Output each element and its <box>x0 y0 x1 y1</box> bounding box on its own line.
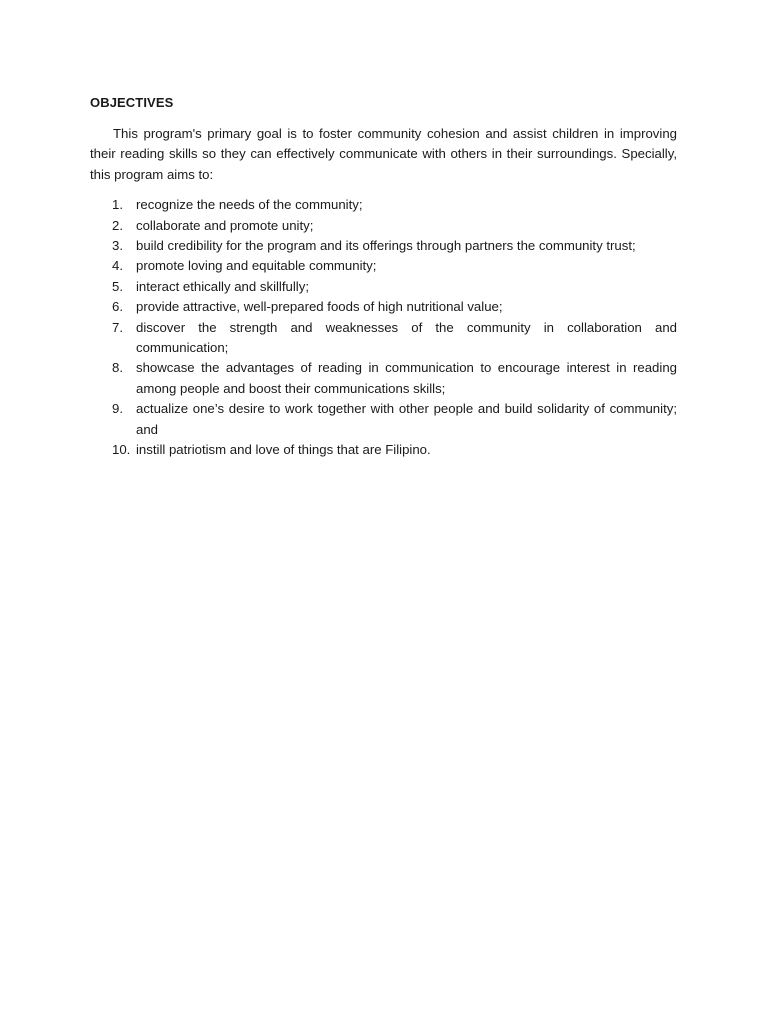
list-item-number: 10. <box>112 442 131 458</box>
list-item-text: actualize one’s desire to work together with other people and build solidarity of community; and <box>136 401 677 437</box>
list-item-text: promote loving and equitable community; <box>136 258 377 274</box>
document-page <box>90 94 677 461</box>
list-item-text: interact ethically and skillfully; <box>136 278 309 294</box>
list-item-number: 6. <box>112 299 123 315</box>
list-item <box>90 358 677 399</box>
list-item <box>90 440 677 460</box>
list-item <box>90 195 677 215</box>
list-item-number: 5. <box>112 278 123 294</box>
intro-paragraph: This program's primary goal is to foster community cohesion and assist children in improving their reading skills so they can effectively communicate with others in their surroundings. Specially, this program aims to: <box>90 126 677 182</box>
list-item-text: showcase the advantages of reading in communication to encourage interest in reading among people and boost their communications skills; <box>136 360 677 396</box>
list-item-text: build credibility for the program and its offerings through partners the community trust; <box>136 238 636 254</box>
list-item <box>90 297 677 317</box>
list-item <box>90 236 677 256</box>
list-item-text: recognize the needs of the community; <box>136 197 363 213</box>
list-item-number: 4. <box>112 258 123 274</box>
list-item-text: discover the strength and weaknesses of the community in collaboration and communication; <box>136 319 677 356</box>
list-item <box>90 256 677 276</box>
list-item <box>90 277 677 297</box>
list-item-number: 9. <box>112 401 123 417</box>
objectives-list <box>90 195 677 460</box>
section-heading: OBJECTIVES <box>90 95 174 110</box>
list-item-number: 2. <box>112 217 123 233</box>
list-item-number: 8. <box>112 360 123 376</box>
list-item-text: provide attractive, well-prepared foods of high nutritional value; <box>136 299 503 315</box>
list-item-text: collaborate and promote unity; <box>136 217 314 233</box>
list-item-number: 7. <box>112 319 123 335</box>
list-item <box>90 318 677 359</box>
list-item-number: 1. <box>112 197 123 213</box>
list-item <box>90 399 677 440</box>
list-item-number: 3. <box>112 238 123 254</box>
list-item <box>90 216 677 236</box>
list-item-text: instill patriotism and love of things that are Filipino. <box>136 442 431 458</box>
